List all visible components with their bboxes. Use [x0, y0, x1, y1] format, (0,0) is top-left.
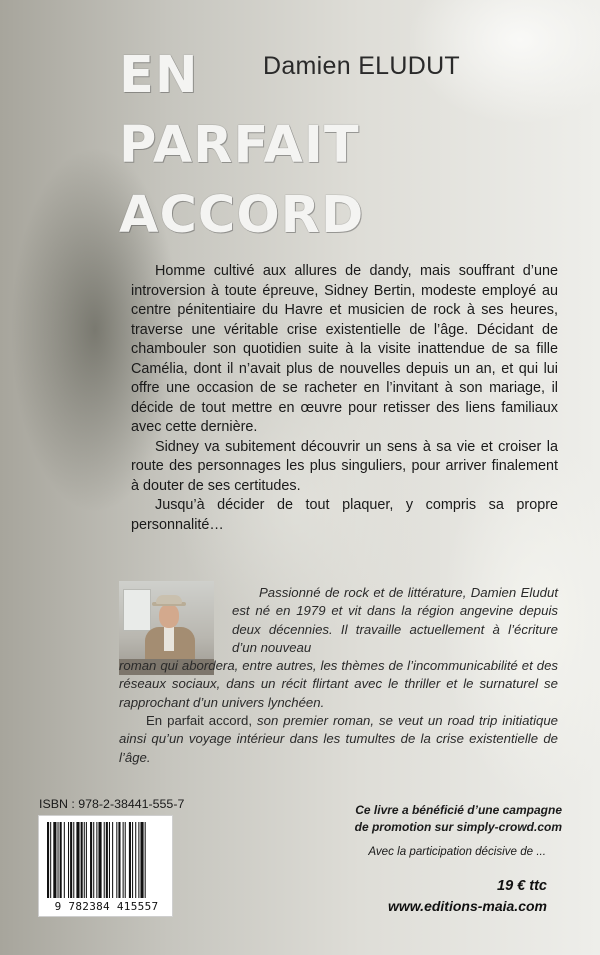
bio-paragraph-2 — [119, 712, 558, 767]
synopsis-paragraph-3: Jusqu’à décider de tout plaquer, y compris sa propre personnalité… — [131, 497, 558, 533]
synopsis — [131, 262, 558, 535]
promo-text — [342, 802, 562, 836]
title-line-3: ACCORD — [119, 186, 365, 245]
participation-text: Avec la participation décisive de ... — [368, 845, 546, 858]
title-line-1: EN — [119, 46, 199, 105]
title-line-2: PARFAIT — [119, 116, 360, 175]
promo-line-1: Ce livre a bénéficié d’une campagne — [355, 803, 562, 817]
price: 19 € ttc — [497, 878, 547, 894]
author-name: Damien ELUDUT — [263, 52, 461, 80]
isbn-text: ISBN : 978-2-38441-555-7 — [39, 797, 185, 811]
bio-text-beside-photo: Passionné de rock et de littérature, Damien Eludut est né en 1979 et vit dans la région angevine depuis deux décennies. Il travaille actuellement à l’écriture d’un nouveau — [232, 585, 558, 655]
bio-text-below-photo: roman qui abordera, entre autres, les thèmes de l’incommunicabilité et des réseaux sociaux, dans un récit flirtant avec le thriller et le surnaturel se rapprochant d’un univers lynchéen. — [119, 658, 558, 710]
publisher-website: www.editions-maia.com — [388, 898, 547, 914]
barcode — [38, 815, 173, 917]
bio-book-title: En parfait accord, — [146, 713, 253, 729]
promo-line-2: de promotion sur simply-crowd.com — [354, 820, 562, 834]
bio-paragraph-2-text: son premier roman, se veut un road trip initiatique ainsi qu’un voyage intérieur dans les tumultes de la crise existentielle de l’âge. — [119, 713, 558, 765]
synopsis-paragraph-2: Sidney va subitement découvrir un sens à sa vie et croiser la route des personnages les plus singuliers, pour arriver finalement à douter de ses certitudes. — [131, 438, 558, 494]
synopsis-paragraph-1: Homme cultivé aux allures de dandy, mais souffrant d’une introversion à toute épreuve, Sidney Bertin, modeste employé au centre pénitentiaire du Havre et musicien de rock à ses heures, traverse une véritable crise existentielle de l’âge. Décidant de chambouler son quotidien suite à la visite inattendue de sa fille Camélia, dont il n’avait plus de nouvelles depuis un an, et qui lui offre une occasion de se racheter en l’invitant à son mariage, il décide de tout mettre en œuvre pour retisser des liens familiaux avec cette dernière. — [131, 263, 558, 435]
author-bio — [119, 584, 558, 767]
barcode-digits: 9 782384 415557 — [54, 900, 159, 913]
